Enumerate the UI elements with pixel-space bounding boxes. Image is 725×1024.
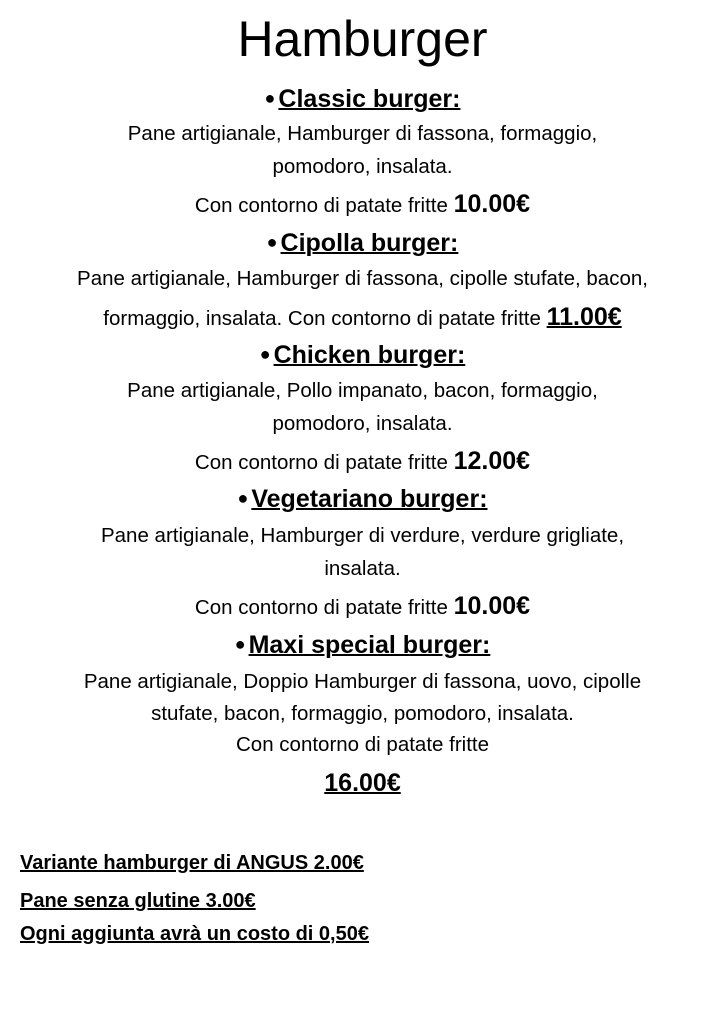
menu-item-heading: ● Cipolla burger: xyxy=(266,229,459,257)
menu-item-heading: ● Vegetariano burger: xyxy=(237,485,488,513)
item-price-line: Con contorno di patate fritte 10.00€ xyxy=(194,190,531,218)
item-description: stufate, bacon, formaggio, pomodoro, insalata. xyxy=(151,702,574,725)
item-description: Con contorno di patate fritte xyxy=(236,733,489,756)
item-description: Pane artigianale, Pollo impanato, bacon, formaggio, xyxy=(127,379,598,402)
page-title: Hamburger xyxy=(237,11,488,67)
item-description: Pane artigianale, Doppio Hamburger di fassona, uovo, cipolle xyxy=(83,670,642,693)
item-description: Pane artigianale, Hamburger di fassona, cipolle stufate, bacon, xyxy=(77,267,648,290)
menu-item-heading: ● Maxi special burger: xyxy=(234,631,491,659)
item-price-line: Con contorno di patate fritte 12.00€ xyxy=(194,447,531,475)
item-price: 11.00€ xyxy=(546,303,622,331)
item-description: pomodoro, insalata. xyxy=(272,155,453,178)
item-price-line: formaggio, insalata. Con contorno di patate fritte 11.00€ xyxy=(103,303,622,331)
item-price: 10.00€ xyxy=(453,190,531,218)
bullet-icon: ● xyxy=(264,88,276,108)
bullet-icon: ● xyxy=(266,232,278,252)
item-price: 12.00€ xyxy=(453,447,531,475)
item-price: 16.00€ xyxy=(324,769,401,797)
extra-note: Variante hamburger di ANGUS 2.00€ xyxy=(20,852,364,874)
item-description: Pane artigianale, Hamburger di fassona, formaggio, xyxy=(127,122,598,145)
bullet-icon: ● xyxy=(237,488,249,508)
menu-item-heading: ● Classic burger: xyxy=(264,85,461,113)
item-description: pomodoro, insalata. xyxy=(272,412,453,435)
bullet-icon: ● xyxy=(234,634,246,654)
item-description: insalata. xyxy=(324,557,401,580)
bullet-icon: ● xyxy=(259,344,271,364)
extra-note: Ogni aggiunta avrà un costo di 0,50€ xyxy=(20,923,369,945)
menu-item-heading: ● Chicken burger: xyxy=(259,341,466,369)
item-price: 10.00€ xyxy=(453,592,531,620)
item-description: Pane artigianale, Hamburger di verdure, verdure grigliate, xyxy=(100,524,625,547)
extra-note: Pane senza glutine 3.00€ xyxy=(20,890,256,912)
item-price-line: Con contorno di patate fritte 10.00€ xyxy=(194,592,531,620)
